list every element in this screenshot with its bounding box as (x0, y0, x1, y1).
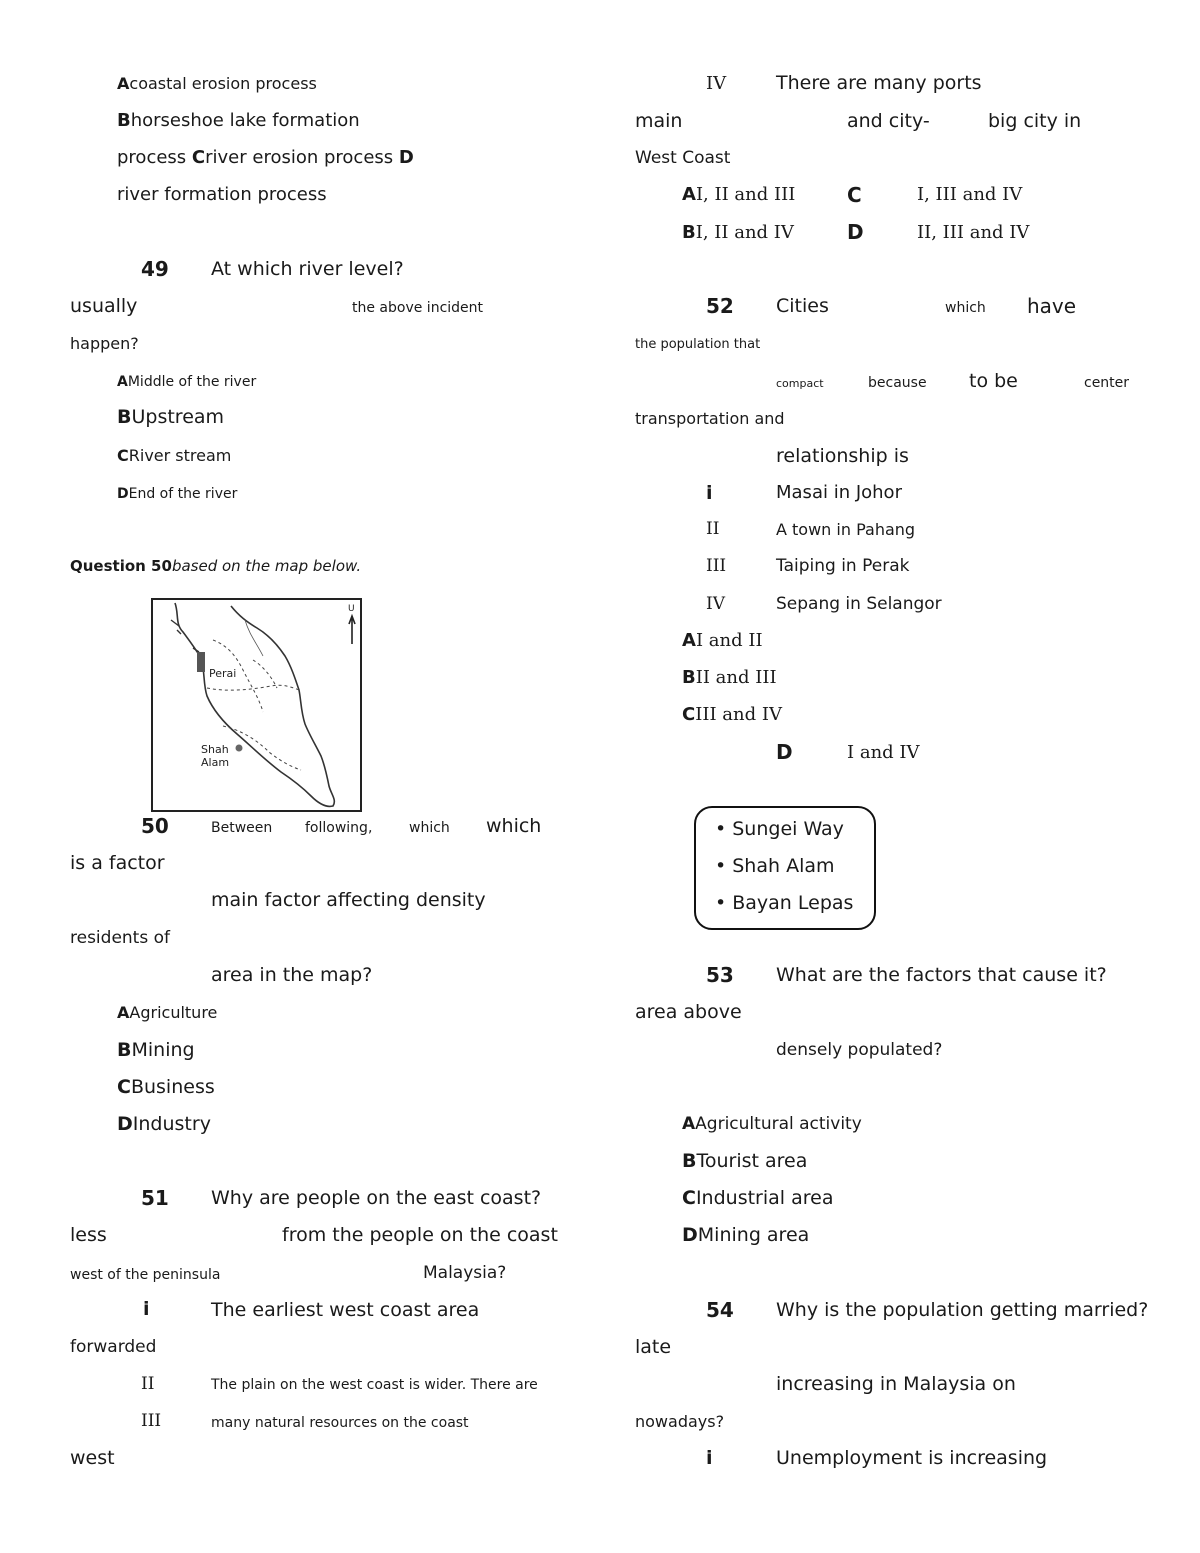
option-d-letter: D (847, 220, 864, 244)
statement-text: The earliest west coast area (211, 1299, 480, 1321)
state-border (253, 660, 277, 688)
places-box (694, 806, 876, 930)
option-b: Bhorseshoe lake formation (117, 110, 360, 131)
question-text: densely populated? (776, 1040, 943, 1060)
option-a: AI and II (682, 630, 763, 651)
statement-text: Unemployment is increasing (776, 1447, 1048, 1469)
statement-text: There are many ports (776, 72, 982, 94)
question-text: compact (776, 377, 824, 390)
question-text: west of the peninsula (70, 1267, 221, 1283)
question-text: is a factor (70, 852, 165, 874)
question-text: area above (635, 1001, 742, 1023)
map-drawing (153, 600, 360, 810)
statement-text: and city- (847, 110, 930, 132)
question-text: because (868, 375, 927, 391)
question-text: following, (305, 820, 373, 836)
label-shah: Shah (201, 743, 229, 756)
statement-label: i (143, 1298, 150, 1320)
statement-label: IV (706, 594, 725, 614)
question-text: usually (70, 295, 138, 317)
peninsular-malaysia-map (151, 598, 362, 812)
option-c-letter: C (847, 183, 862, 207)
question-text: residents of (70, 928, 170, 948)
question-text: which (409, 820, 450, 836)
option-b: BMining (117, 1039, 195, 1061)
question-text: nowadays? (635, 1412, 725, 1431)
question-text: which (486, 815, 542, 837)
option-b: BTourist area (682, 1150, 808, 1172)
statement-label: II (141, 1374, 155, 1394)
question-text: Why is the population getting married? (776, 1299, 1149, 1321)
statement-text: The plain on the west coast is wider. There are (211, 1377, 538, 1393)
statement-text: West Coast (635, 148, 731, 168)
option-d-text: I and IV (847, 742, 920, 763)
question-text: the population that (635, 337, 761, 352)
question-text: from the people on the coast (282, 1224, 558, 1246)
question-text: Between (211, 820, 273, 836)
statement-label: II (706, 519, 720, 539)
statement-label: III (706, 556, 727, 576)
question-number: 53 (706, 963, 734, 987)
question-text: forwarded (70, 1337, 157, 1357)
label-perai: Perai (209, 667, 237, 680)
question-text: What are the factors that cause it? (776, 964, 1107, 986)
option-d-text: river formation process (117, 184, 327, 205)
option-d-text: II, III and IV (917, 222, 1030, 243)
option-c-d-line: process Criver erosion process D (117, 147, 414, 168)
statement-text: A town in Pahang (776, 520, 916, 539)
statement-text: Masai in Johor (776, 482, 902, 503)
state-border (207, 685, 299, 690)
option-c: CRiver stream (117, 446, 232, 465)
option-a: AMiddle of the river (117, 374, 257, 390)
place-item: • Sungei Way (715, 818, 844, 840)
statement-label: III (141, 1411, 162, 1431)
statement-label: i (706, 482, 713, 504)
question-text: relationship is (776, 445, 909, 467)
place-item: • Shah Alam (715, 855, 835, 877)
question-text: late (635, 1336, 672, 1358)
question-text: Why are people on the east coast? (211, 1187, 542, 1209)
question-number: 51 (141, 1186, 169, 1210)
question-text: Malaysia? (423, 1263, 507, 1283)
question-text: Cities (776, 295, 829, 317)
question-text: to be (969, 370, 1018, 392)
statement-label: IV (706, 73, 727, 94)
question-text: which (945, 300, 986, 316)
question-number: 49 (141, 257, 169, 281)
question-text: main factor affecting density (211, 889, 486, 911)
coastline (175, 603, 334, 806)
question-text: the above incident (352, 300, 484, 316)
question-number: 52 (706, 294, 734, 318)
place-item: • Bayan Lepas (715, 892, 854, 914)
statement-text: big city in (988, 110, 1082, 132)
option-c: CIndustrial area (682, 1187, 834, 1209)
option-a: AAgricultural activity (682, 1114, 862, 1134)
statement-text: Taiping in Perak (776, 556, 910, 576)
question-text: have (1027, 294, 1077, 318)
option-a: AI, II and III (682, 184, 796, 205)
statement-text: Sepang in Selangor (776, 594, 942, 614)
perai-region-marker (197, 652, 205, 672)
shah-alam-marker (236, 745, 243, 752)
statement-text: main (635, 110, 683, 132)
option-b: BI, II and IV (682, 222, 794, 243)
question-50-intro: Question 50based on the map below. (70, 557, 362, 575)
option-b: BUpstream (117, 406, 225, 428)
statement-text: many natural resources on the coast (211, 1415, 469, 1431)
statement-label: i (706, 1447, 713, 1469)
question-text: increasing in Malaysia on (776, 1373, 1016, 1395)
question-text: less (70, 1224, 107, 1246)
option-c: CIII and IV (682, 704, 782, 725)
question-number: 54 (706, 1298, 734, 1322)
question-text: transportation and (635, 409, 785, 428)
question-text: center (1084, 375, 1130, 391)
question-text: west (70, 1447, 115, 1469)
question-text: At which river level? (211, 258, 404, 280)
option-d: DIndustry (117, 1113, 211, 1135)
option-a: AAgriculture (117, 1003, 218, 1022)
option-d-letter: D (776, 740, 793, 764)
option-d: DMining area (682, 1224, 810, 1246)
option-c: CBusiness (117, 1076, 215, 1098)
question-text: area in the map? (211, 964, 373, 986)
label-north: U (348, 604, 355, 614)
question-text: happen? (70, 334, 139, 353)
option-d: DEnd of the river (117, 486, 238, 502)
question-number: 50 (141, 814, 169, 838)
option-c-text: I, III and IV (917, 184, 1023, 205)
option-a: Acoastal erosion process (117, 74, 317, 93)
option-b: BII and III (682, 667, 777, 688)
label-alam: Alam (201, 756, 230, 769)
north-arrow (349, 616, 355, 644)
